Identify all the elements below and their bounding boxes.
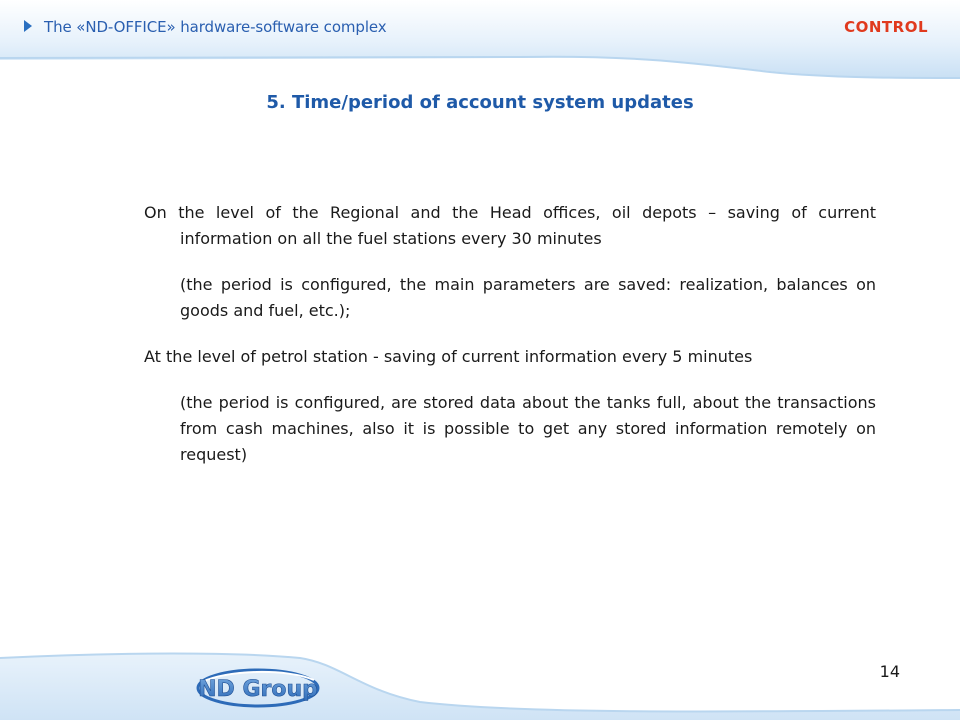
paragraph-station: At the level of petrol station - saving of current information every 5 minutes [144,347,753,366]
footer-band [0,650,960,720]
slide-title: 5. Time/period of account system updates [266,92,694,113]
nd-group-logo [196,666,320,708]
slide-body [144,200,876,468]
header-band [0,0,960,80]
section-label: CONTROL [844,18,928,36]
paragraph-regional: On the level of the Regional and the Head offices, oil depots – saving of current information on all the fuel stations every 30 minutes [144,203,876,248]
paragraph-regional-note: (the period is configured, the main parameters are saved: realization, balances on goods and fuel, etc.); [180,275,876,320]
paragraph-station-note: (the period is configured, are stored data about the tanks full, about the transactions from cash machines, also it is possible to get any stored information remotely on request) [180,393,876,464]
logo-text: ND Group [198,677,318,702]
header-title: The «ND-OFFICE» hardware-software complex [44,18,387,36]
page-number: 14 [879,662,900,681]
header-arrow-icon [24,20,32,32]
